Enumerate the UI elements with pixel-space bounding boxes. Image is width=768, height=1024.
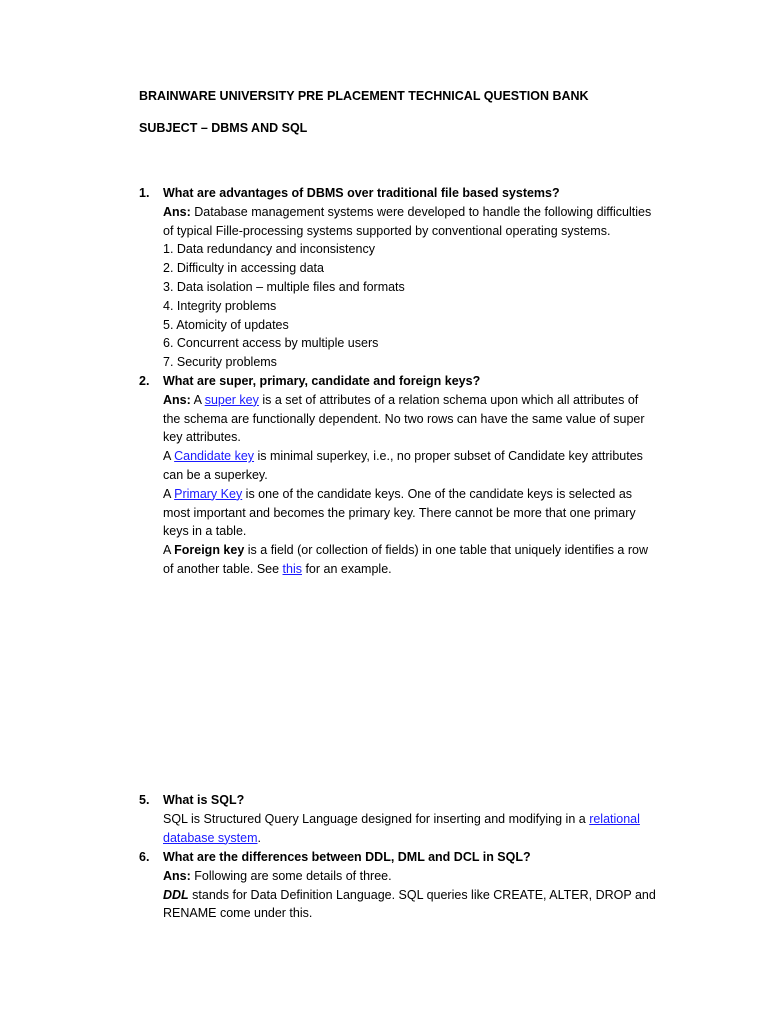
- list-item: 3. Data isolation – multiple files and formats: [163, 279, 405, 294]
- question-2-number: 2.: [139, 374, 150, 388]
- answer-line: the schema are functionally dependent. No two rows can have the same value of super: [163, 411, 645, 426]
- answer-line: key attributes.: [163, 430, 241, 445]
- answer-line: [163, 203, 684, 222]
- question-1: [139, 184, 684, 372]
- answer-line: RENAME come under this.: [163, 906, 313, 921]
- question-5-text: What is SQL?: [163, 793, 245, 807]
- this-example-link[interactable]: this: [282, 561, 302, 576]
- question-1-answer: [139, 203, 684, 372]
- list-item: 1. Data redundancy and inconsistency: [163, 242, 375, 257]
- question-1-number: 1.: [139, 186, 150, 200]
- list-item: 6. Concurrent access by multiple users: [163, 336, 379, 351]
- ans-label: Ans:: [163, 204, 191, 219]
- answer-line: A Primary Key is one of the candidate keys. One of the candidate keys is selected as: [163, 486, 633, 501]
- relational-database-link-cont[interactable]: database system: [163, 830, 258, 845]
- question-2-heading: [139, 372, 684, 391]
- question-1-heading: [139, 184, 684, 203]
- question-5-number: 5.: [139, 793, 150, 807]
- list-item: 7. Security problems: [163, 355, 277, 370]
- list-item: 4. Integrity problems: [163, 298, 277, 313]
- list-item: 2. Difficulty in accessing data: [163, 261, 324, 276]
- relational-database-link[interactable]: relational: [589, 811, 640, 826]
- question-1-text: What are advantages of DBMS over traditional file based systems?: [163, 186, 560, 200]
- answer-text: Database management systems were developed to handle the following difficulties: [190, 204, 652, 219]
- primary-key-link[interactable]: Primary Key: [174, 486, 243, 501]
- question-2-answer: [139, 391, 684, 579]
- question-6-answer: [139, 867, 684, 923]
- answer-line: SQL is Structured Query Language designed for inserting and modifying in a relational: [163, 811, 640, 826]
- question-5-answer: [139, 810, 684, 848]
- question-2: [139, 372, 684, 579]
- super-key-link[interactable]: super key: [204, 392, 259, 407]
- answer-line: can be a superkey.: [163, 467, 268, 482]
- question-6-heading: [139, 848, 684, 867]
- ans-label: Ans:: [163, 868, 191, 883]
- question-2-text: What are super, primary, candidate and foreign keys?: [163, 374, 481, 388]
- answer-line: most important and becomes the primary key. There cannot be more that one primary: [163, 505, 636, 520]
- answer-line: Ans: Following are some details of three.: [163, 868, 392, 883]
- question-6: [139, 848, 684, 923]
- answer-line: database system.: [163, 830, 261, 845]
- answer-line: of another table. See this for an example.: [163, 561, 392, 576]
- list-item: 5. Atomicity of updates: [163, 317, 289, 332]
- answer-line: of typical Fille-processing systems supported by conventional operating systems.: [163, 223, 611, 238]
- answer-line: Ans: A super key is a set of attributes of a relation schema upon which all attributes of: [163, 392, 639, 407]
- document-subject: SUBJECT – DBMS AND SQL: [139, 121, 308, 135]
- question-6-number: 6.: [139, 850, 150, 864]
- foreign-key-term: Foreign key: [174, 543, 245, 558]
- question-5-heading: [139, 791, 684, 810]
- answer-line: keys in a table.: [163, 524, 247, 539]
- question-5: [139, 791, 684, 847]
- ans-label: Ans:: [163, 392, 191, 407]
- answer-line: A Foreign key is a field (or collection of fields) in one table that uniquely identifies a row: [163, 543, 648, 558]
- candidate-key-link[interactable]: Candidate key: [174, 449, 255, 464]
- answer-line: A Candidate key is minimal superkey, i.e., no proper subset of Candidate key attributes: [163, 449, 643, 464]
- document-title: BRAINWARE UNIVERSITY PRE PLACEMENT TECHNICAL QUESTION BANK: [139, 89, 589, 103]
- ddl-term: DDL: [163, 887, 189, 902]
- question-6-text: What are the differences between DDL, DML and DCL in SQL?: [163, 850, 531, 864]
- answer-line: DDL stands for Data Definition Language. SQL queries like CREATE, ALTER, DROP and: [163, 887, 656, 902]
